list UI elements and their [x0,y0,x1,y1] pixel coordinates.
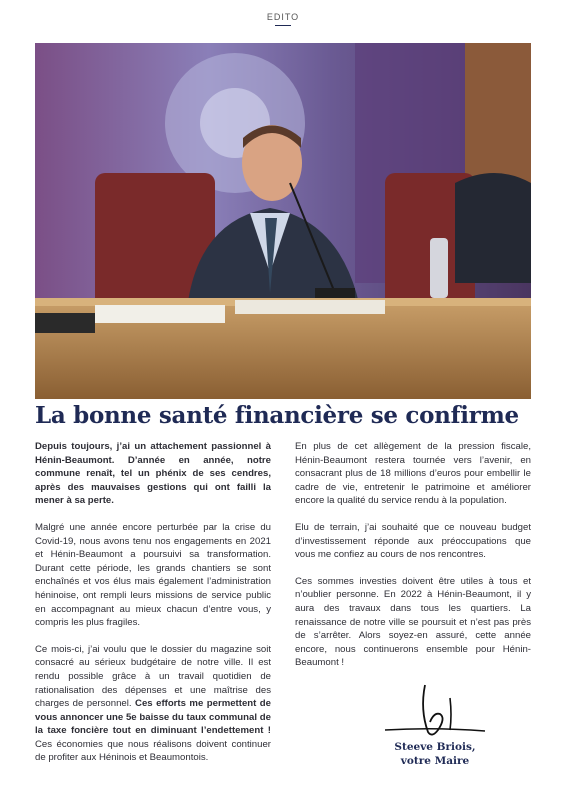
paragraph-budget-highlight: Ces efforts me permettent de vous annoncer une 5e baisse du taux communal de la taxe foncière tout en diminuant l’endettement ! [35,698,272,737]
paragraph-investment: En plus de cet allègement de la pression fiscale, Hénin-Beaumont restera tournée vers l’avenir, en consacrant plus de 18 millions d’euros pour embellir le cadre de vie, entretenir le patrimoine et améliorer encore la qualité du service rendu à la population. [295,441,531,507]
paragraph-budget [35,643,271,765]
signatory-title: votre Maire [400,755,470,767]
article-headline: La bonne santé financière se confirme [35,402,519,429]
paragraph-covid: Malgré une année encore perturbée par la crise du Covid-19, nous avons tenu nos engagements en 2021 et Hénin-Beaumont a poursuivi sa transformation. Durant cette période, les grands chantiers se sont enchaînés et vos élus mais également l’administration héninoise, ont rempli leurs missions de service public en accompagnant au mieux chacun d’entre vous, y compris les plus fragiles. [35,521,271,629]
left-column [35,440,271,778]
signature-block [360,680,510,768]
paragraph-elected: Elu de terrain, j’ai souhaité que ce nouveau budget d’investissement réponde aux préoccupations que vous me confiez au cours de nos rencontres. [295,521,531,561]
section-label: EDITO [266,12,300,22]
paragraph-works: Ces sommes investies doivent être utiles à tous et n’oublier personne. En 2022 à Hénin-Beaumont, il y aura des travaux dans tous les quartiers. La renaissance de notre ville se poursuit et n’est pas près de s’arrêter. Alors soyez-en assuré, cette année encore, nous continuerons ensemble pour Hénin-Beaumont ! [295,575,531,669]
signatory-name: Steeve Briois, [394,741,476,753]
page-header [0,12,566,26]
paragraph-budget-end: Ces économies que nous réalisons doivent continuer de profiter aux Héninois et Beaumontois. [35,738,271,764]
intro-paragraph: Depuis toujours, j’ai un attachement passionnel à Hénin-Beaumont. D’année en année, notre commune renaît, tel un phénix de ses cendres, après des mauvaises gestions qui ont failli la mener à sa perte. [35,441,271,507]
header-divider [275,25,291,26]
mayor-photo [35,43,531,399]
paragraph-budget-start: Ce mois-ci, j’ai voulu que le dossier du magazine soit consacré au sérieux budgétaire de notre ville. Il est rendu possible grâce à un travail quotidien de rationalisation des dépenses et une maîtrise des charges de personnel. [35,643,271,710]
handwritten-signature [380,680,490,740]
right-column [295,440,531,683]
